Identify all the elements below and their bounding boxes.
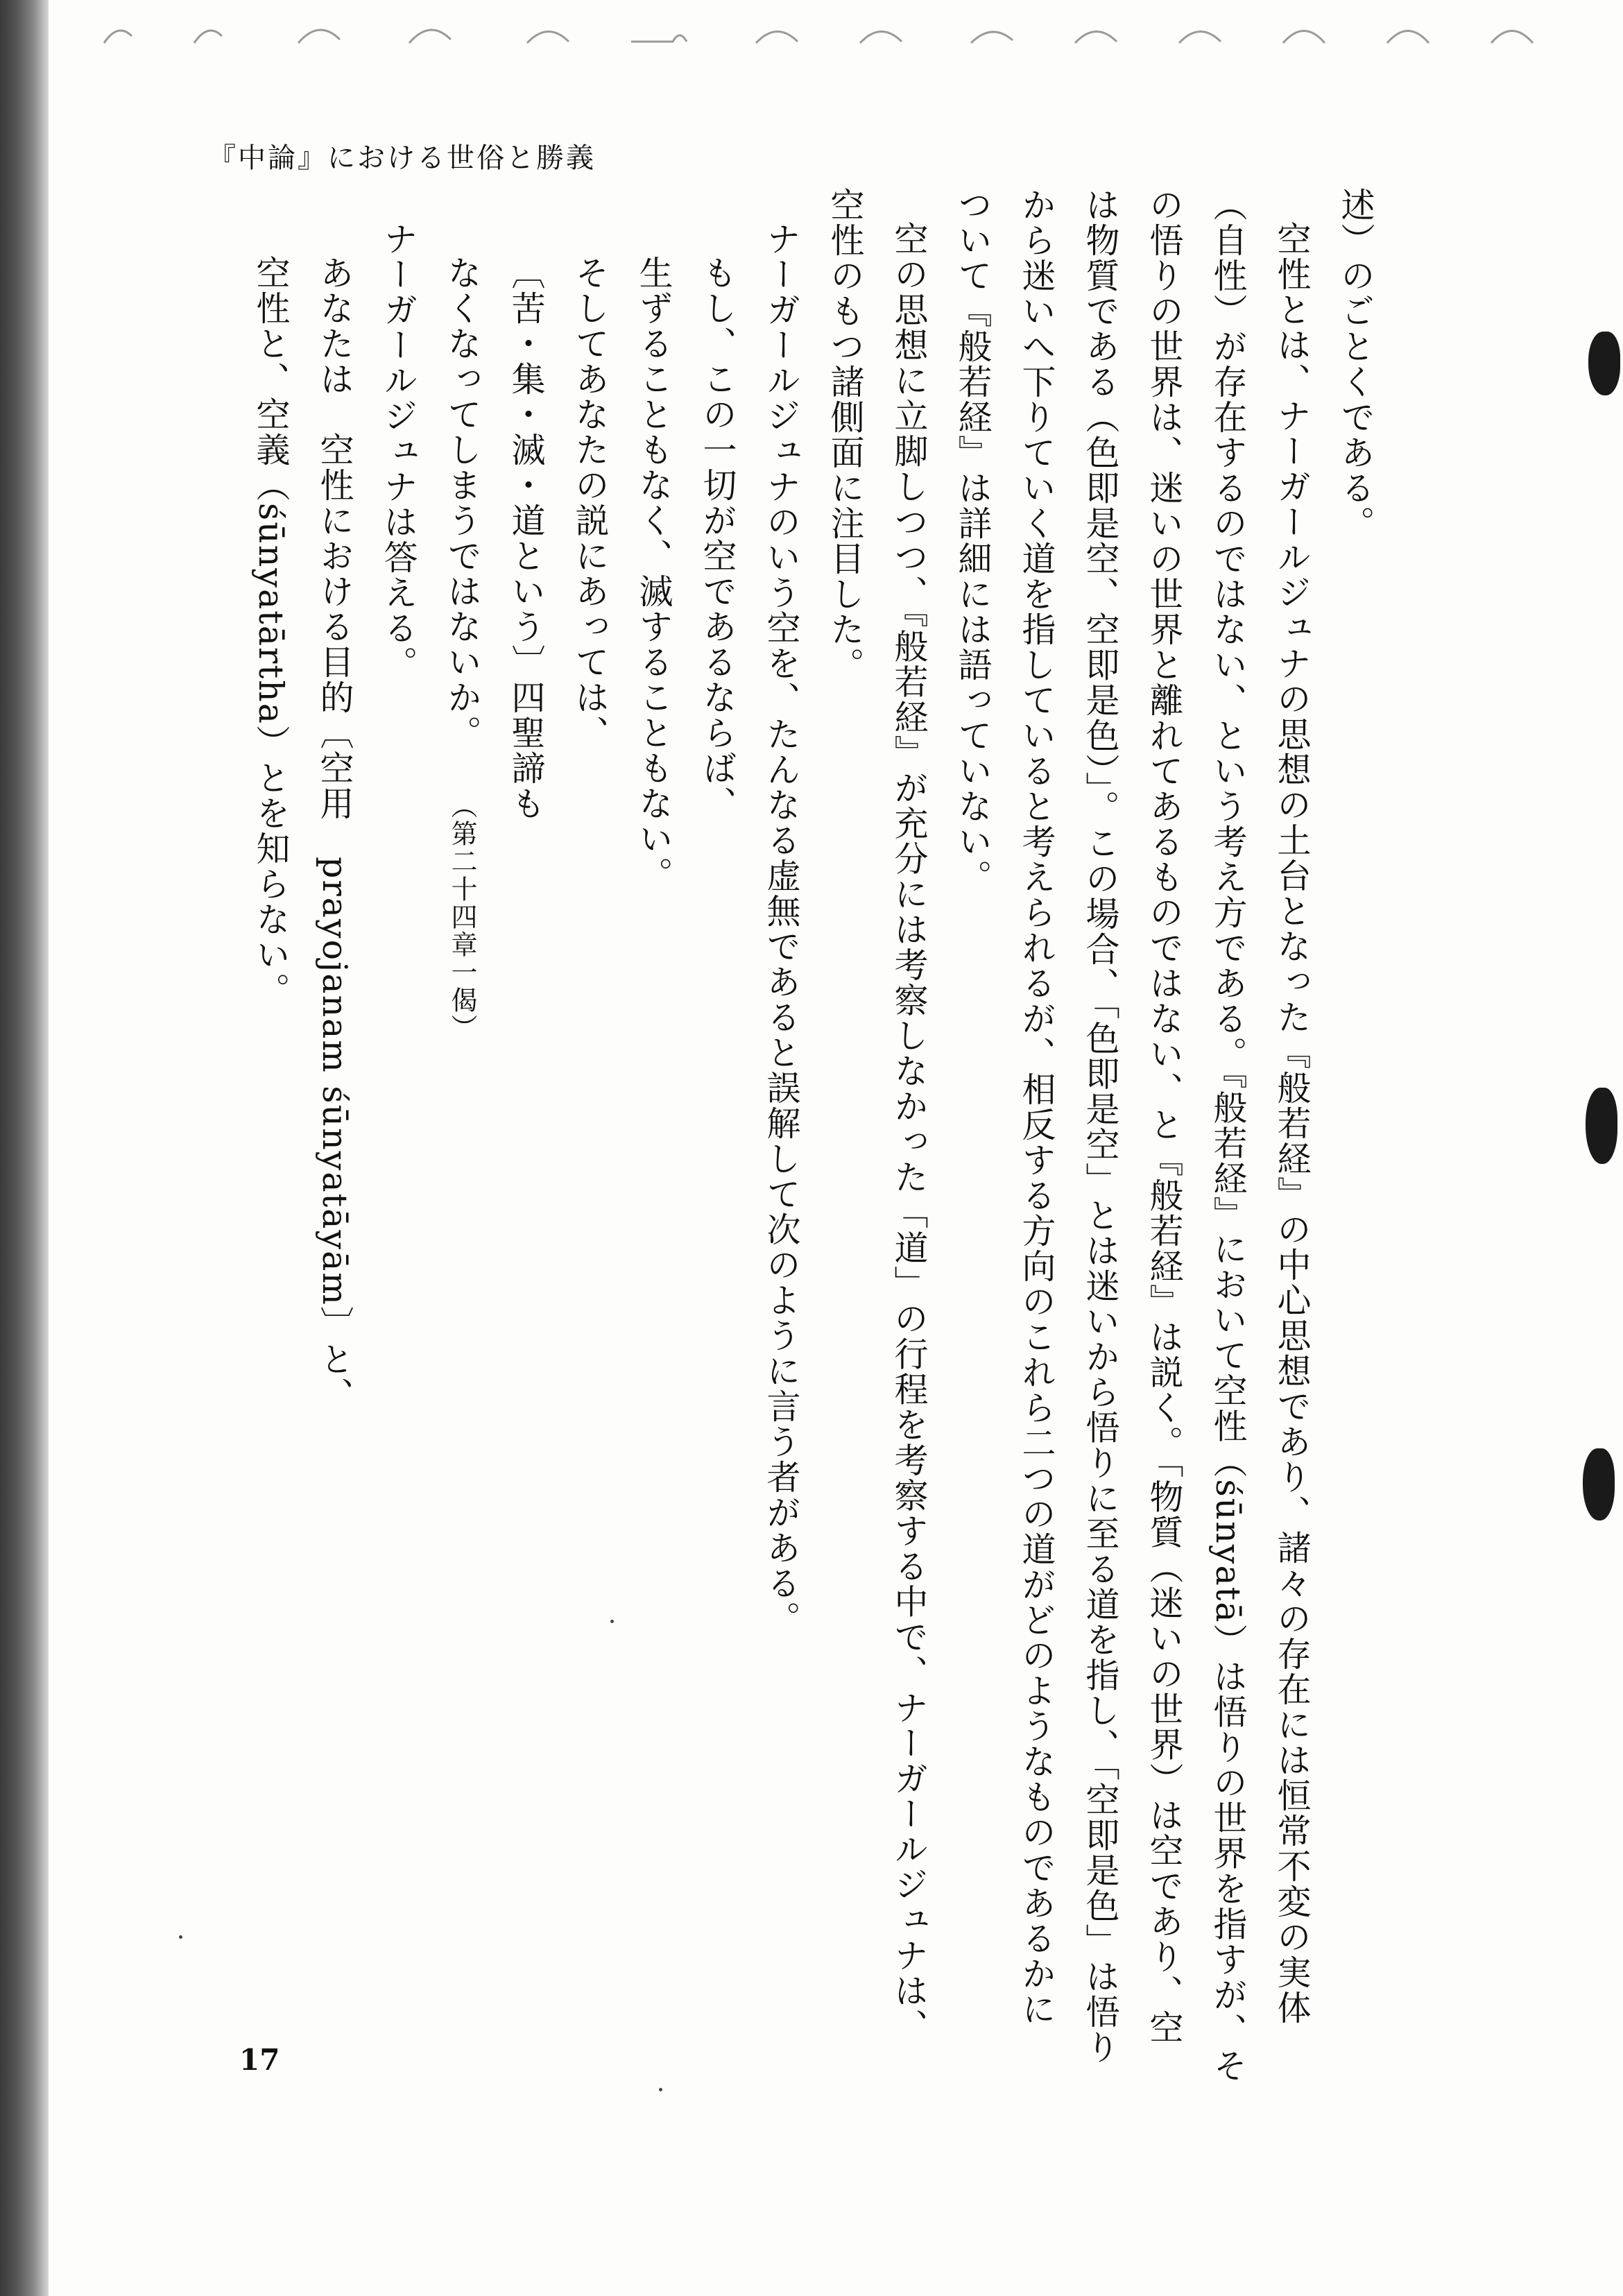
verse-line: あなたは 空性における目的〔空用 prayojanam śūnyatāyām〕と、 xyxy=(315,255,354,1412)
text-line: （自性）が存在するのではない、という考え方である。『般若経』において空性（śūnyatā）は悟りの世界を指すが、そ xyxy=(1208,187,1248,2084)
binding-hole-mark xyxy=(1583,1448,1615,1520)
text-line: ナーガールジュナは答える。 xyxy=(379,221,418,681)
page-number: 17 xyxy=(239,2043,280,2077)
text-line: は物質である（色即是空、空即是色）」。この場合、「色即是空」とは迷いから悟りに至る道を指し、「空即是色」は悟り xyxy=(1081,187,1120,2065)
verse-line: もし、この一切が空であるならば、 xyxy=(698,255,737,821)
verse-line: 〔苦・集・滅・道という〕四聖諦も xyxy=(506,255,546,821)
text-line: 空性とは、ナーガールジュナの思想の土台となった『般若経』の中心思想であり、諸々の存在には恒常不変の実体 xyxy=(1272,221,1312,2025)
verse-line: 生ずることもなく、滅することもない。 xyxy=(634,255,673,892)
scan-spine-shadow xyxy=(0,0,49,2296)
scan-speck xyxy=(659,2088,662,2091)
text-line: の悟りの世界は、迷いの世界と離れてあるものではない、と『般若経』は説く。「物質（迷いの世界）は空であり、空 xyxy=(1144,187,1184,2046)
text-line: ついて『般若経』は詳細には語っていない。 xyxy=(953,187,993,895)
text-line: ナーガールジュナのいう空を、たんなる虚無であると誤解して次のように言う者がある。 xyxy=(762,221,801,1636)
running-head: 『中論』における世俗と勝義 xyxy=(208,142,596,174)
verse-text: なくなってしまうではないか。 xyxy=(443,255,482,751)
scan-speck xyxy=(179,1935,182,1939)
binder-punch-marks xyxy=(90,15,1588,50)
binding-hole-mark xyxy=(1586,1088,1617,1164)
verse-line: そしてあなたの説にあっては、 xyxy=(570,255,610,751)
verse-line xyxy=(430,187,494,2032)
text-line: 空性のもつ諸側面に注目した。 xyxy=(825,187,865,683)
scan-speck xyxy=(610,1620,614,1623)
verse-line: 空性と、空義（śūnyatārtha）とを知らない。 xyxy=(251,255,291,1008)
binding-hole-mark xyxy=(1588,332,1620,395)
text-line: 述）のごとくである。 xyxy=(1336,187,1375,541)
text-line: から迷いへ下りていく道を指していると考えられるが、相反する方向のこれら二つの道がどのようなものであるかに xyxy=(1017,187,1056,2027)
text-line: 空の思想に立脚しつつ、『般若経』が充分には考察しなかった「道」の行程を考察する中で、ナーガールジュナは、 xyxy=(889,221,929,2044)
verse-citation: （第二十四章一偈） xyxy=(447,792,477,1042)
